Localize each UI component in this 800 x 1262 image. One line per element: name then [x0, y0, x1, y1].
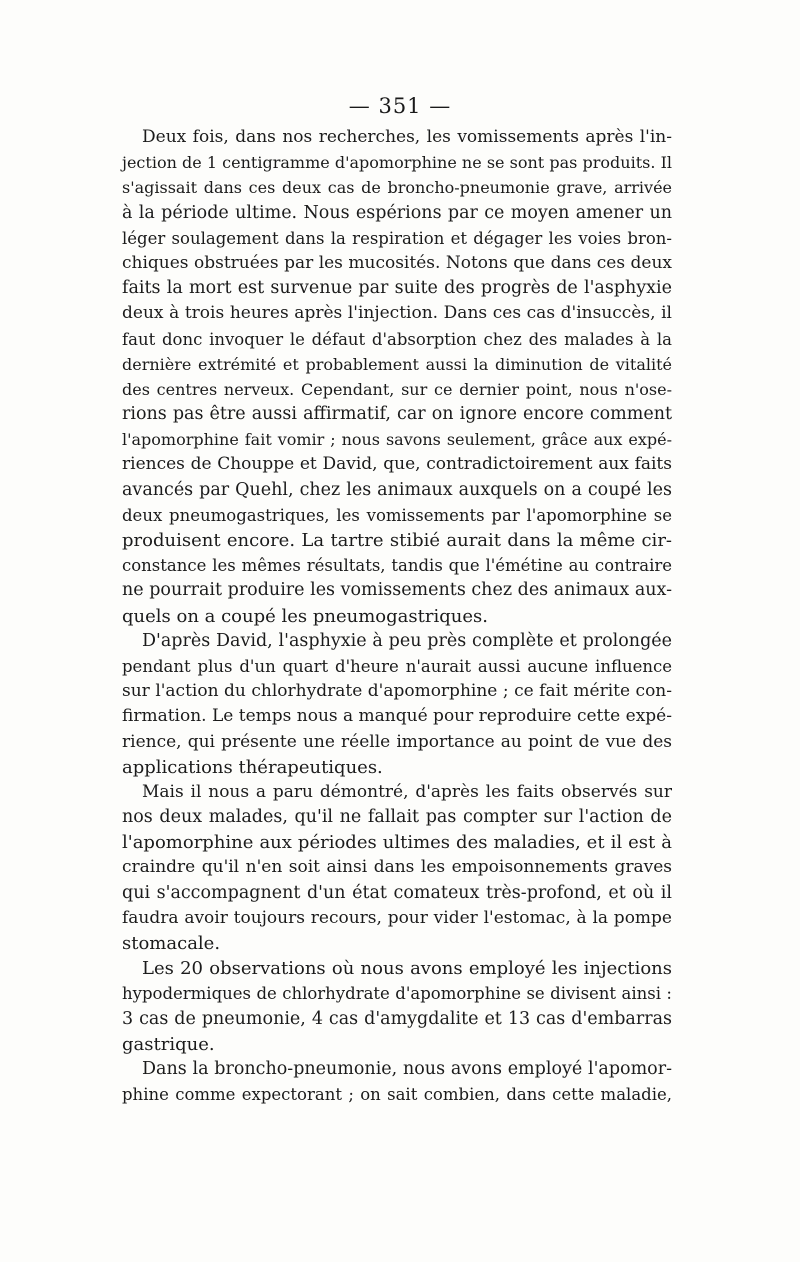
- text-line: applications thérapeutiques.: [122, 756, 383, 778]
- text-line: qui s'accompagnent d'un état comateux très-profond, et où il: [122, 882, 672, 903]
- text-line: faits la mort est survenue par suite des progrès de l'asphyxie: [122, 278, 672, 299]
- text-line: faudra avoir toujours recours, pour vider l'estomac, à la pompe: [122, 907, 672, 928]
- text-line: quels on a coupé les pneumogastriques.: [122, 605, 488, 627]
- text-line: hypodermiques de chlorhydrate d'apomorphine se divisent ainsi :: [122, 984, 672, 1004]
- paragraph: [122, 780, 672, 956]
- text-line: chiques obstruées par les mucosités. Notons que dans ces deux: [122, 252, 672, 273]
- text-line: Mais il nous a paru démontré, d'après les faits observés sur: [142, 781, 672, 802]
- text-line: des centres nerveux. Cependant, sur ce dernier point, nous n'ose-: [122, 379, 672, 399]
- body-text: [122, 125, 672, 1107]
- text-line: dernière extrémité et probablement aussi la diminution de vitalité: [122, 354, 672, 374]
- text-line: craindre qu'il n'en soit ainsi dans les empoisonnements graves: [122, 857, 672, 878]
- text-line: nos deux malades, qu'il ne fallait pas compter sur l'action de: [122, 807, 672, 828]
- text-line: firmation. Le temps nous a manqué pour reproduire cette expé-: [122, 706, 672, 727]
- text-line: phine comme expectorant ; on sait combien, dans cette maladie,: [122, 1085, 672, 1105]
- text-line: pendant plus d'un quart d'heure n'aurait aussi aucune influence: [122, 656, 672, 676]
- paragraph: [122, 1057, 672, 1107]
- text-line: stomacale.: [122, 933, 221, 954]
- page-number: — 351 —: [348, 94, 452, 118]
- text-line: s'agissait dans ces deux cas de broncho-pneumonie grave, arrivée: [122, 178, 672, 198]
- text-line: sur l'action du chlorhydrate d'apomorphine ; ce fait mérite con-: [122, 681, 672, 702]
- text-line: avancés par Quehl, chez les animaux auxquels on a coupé les: [122, 479, 672, 500]
- text-line: deux pneumogastriques, les vomissements par l'apomorphine se: [122, 505, 672, 525]
- text-line: riences de Chouppe et David, que, contradictoirement aux faits: [122, 454, 672, 475]
- paragraph: [122, 956, 672, 1057]
- text-line: rions pas être aussi affirmatif, car on ignore encore comment: [122, 404, 672, 425]
- text-line: faut donc invoquer le défaut d'absorption chez des malades à la: [122, 329, 672, 349]
- text-line: ne pourrait produire les vomissements chez des animaux aux-: [122, 580, 672, 601]
- text-line: à la période ultime. Nous espérions par ce moyen amener un: [122, 202, 672, 223]
- text-line: l'apomorphine fait vomir ; nous savons seulement, grâce aux expé-: [122, 430, 672, 450]
- text-line: Dans la broncho-pneumonie, nous avons employé l'apomor-: [142, 1058, 672, 1079]
- text-line: produisent encore. La tartre stibié aurait dans la même cir-: [122, 530, 672, 551]
- paragraph: [122, 629, 672, 780]
- text-line: D'après David, l'asphyxie à peu près complète et prolongée: [142, 630, 672, 651]
- text-line: rience, qui présente une réelle importance au point de vue des: [122, 731, 672, 752]
- text-line: 3 cas de pneumonie, 4 cas d'amygdalite et 13 cas d'embarras: [122, 1008, 672, 1029]
- text-line: gastrique.: [122, 1033, 215, 1055]
- text-line: constance les mêmes résultats, tandis que l'émétine au contraire: [122, 556, 672, 576]
- text-line: Les 20 observations où nous avons employé les injections: [142, 958, 672, 980]
- text-line: l'apomorphine aux périodes ultimes des maladies, et il est à: [122, 832, 672, 854]
- paragraph: [122, 125, 672, 629]
- text-line: léger soulagement dans la respiration et dégager les voies bron-: [122, 228, 672, 248]
- text-line: deux à trois heures après l'injection. Dans ces cas d'insuccès, il: [122, 303, 672, 324]
- text-line: Deux fois, dans nos recherches, les vomissements après l'in-: [142, 127, 672, 147]
- text-line: jection de 1 centigramme d'apomorphine ne se sont pas produits. Il: [122, 153, 672, 173]
